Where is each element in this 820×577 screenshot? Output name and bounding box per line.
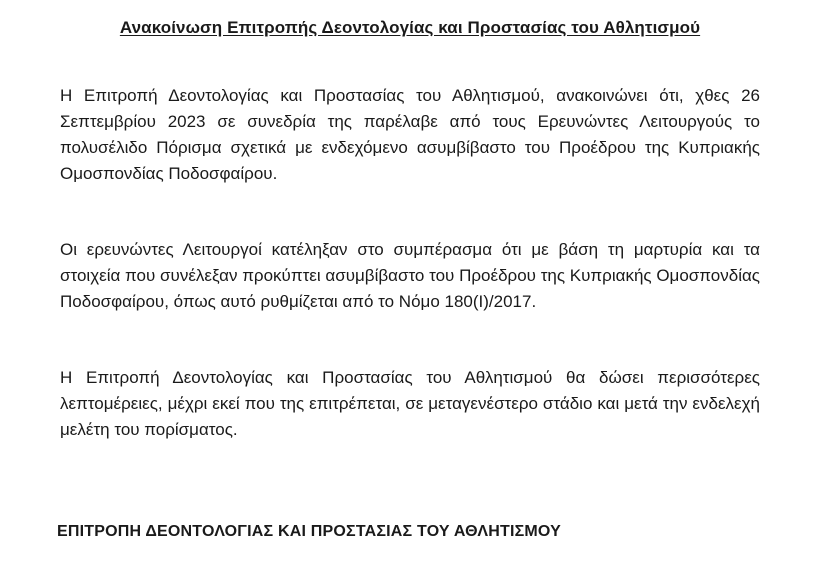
signature-committee-name: ΕΠΙΤΡΟΠΗ ΔΕΟΝΤΟΛΟΓΙΑΣ ΚΑΙ ΠΡΟΣΤΑΣΙΑΣ ΤΟΥ ΑΘΛΗΤΙΣΜΟΥ xyxy=(57,523,562,540)
document-title: Ανακοίνωση Επιτροπής Δεοντολογίας και Προστασίας του Αθλητισμού xyxy=(119,18,701,37)
paragraph-conclusion: Οι ερευνώντες Λειτουργοί κατέληξαν στο συμπέρασμα ότι με βάση τη μαρτυρία και τα στοιχεία που συνέλεξαν προκύπτει ασυμβίβαστο του Προέδρου της Κυπριακής Ομοσπονδίας Ποδοσφαίρου, όπως αυτό ρυθμίζεται από το Νόμο 180(I)/2017. xyxy=(60,240,760,311)
paragraph-next-steps: Η Επιτροπή Δεοντολογίας και Προστασίας του Αθλητισμού θα δώσει περισσότερες λεπτομέρειες, μέχρι εκεί που της επιτρέπεται, σε μεταγενέστερο στάδιο και μετά την ενδελεχή μελέτη του πορίσματος. xyxy=(60,368,760,439)
paragraph-announcement: Η Επιτροπή Δεοντολογίας και Προστασίας του Αθλητισμού, ανακοινώνει ότι, χθες 26 Σεπτεμβρίου 2023 σε συνεδρία της παρέλαβε από τους Ερευνώντες Λειτουργούς το πολυσέλιδο Πόρισμα σχετικά με ενδεχόμενο ασυμβίβαστο του Προέδρου της Κυπριακής Ομοσπονδίας Ποδοσφαίρου. xyxy=(60,86,760,183)
